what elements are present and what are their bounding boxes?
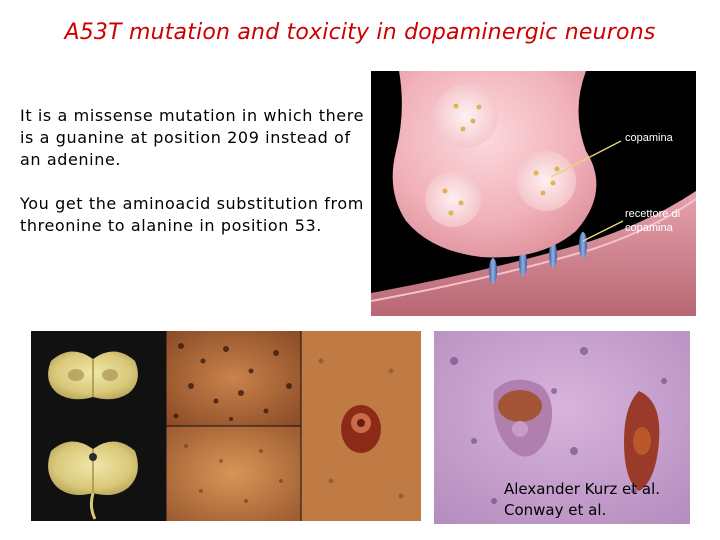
brain-section-micrographs (31, 331, 421, 521)
dopamine-label: copamina (625, 132, 673, 144)
stained-neuron-cell (341, 405, 381, 453)
image-credits (504, 479, 704, 521)
credit-line-2: Conway et al. (504, 501, 607, 519)
synapse-illustration (371, 71, 696, 316)
credit-line-1: Alexander Kurz et al. (504, 480, 661, 498)
receptor-label-line2: copamina (625, 222, 673, 234)
mutation-description: It is a missense mutation in which there is a guanine at position 209 instead of an adenine. (20, 106, 365, 169)
slide-title: A53T mutation and toxicity in dopaminergic neurons (64, 20, 656, 45)
receptor-label-line1: recettore di (625, 208, 681, 220)
substitution-description: You get the aminoacid substitution from threonine to alanine in position 53. (20, 194, 364, 235)
